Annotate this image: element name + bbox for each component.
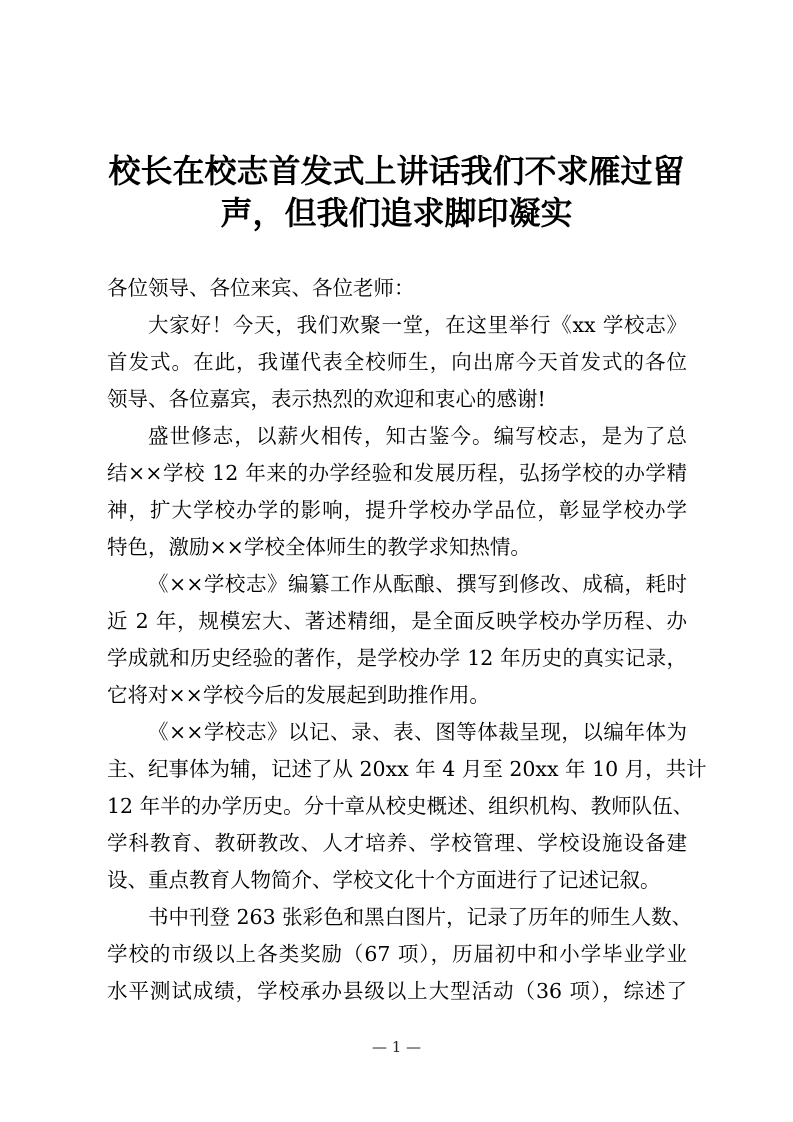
paragraph-5-line-3: 水平测试成绩，学校承办县级以上大型活动（36 项），综述了 [107, 979, 687, 1003]
paragraph-5-line-1: 书中刊登 263 张彩色和黑白图片，记录了历年的师生人数、 [148, 905, 693, 929]
paragraph-2-line-1: 盛世修志，以薪火相传，知古鉴今。编写校志，是为了总 [148, 424, 687, 448]
paragraph-3-line-3: 学成就和历史经验的著作，是学校办学 12 年历史的真实记录， [107, 646, 687, 670]
paragraph-1-line-3: 领导、各位嘉宾，表示热烈的欢迎和衷心的感谢! [107, 387, 546, 411]
paragraph-2-line-2: 结××学校 12 年来的办学经验和发展历程，弘扬学校的办学精 [107, 461, 687, 485]
paragraph-4-line-5: 设、重点教育人物简介、学校文化十个方面进行了记述记叙。 [107, 868, 661, 892]
paragraph-4-line-4: 学科教育、教研教改、人才培养、学校管理、学校设施设备建 [107, 831, 687, 855]
paragraph-4-line-3: 12 年半的办学历史。分十章从校史概述、组织机构、教师队伍、 [107, 794, 694, 818]
paragraph-3-line-2: 近 2 年，规模宏大、著述精细，是全面反映学校办学历程、办 [107, 609, 687, 633]
page-number: — 1 — [371, 1038, 422, 1056]
document-title-line-1: 校长在校志首发式上讲话我们不求雁过留 [108, 152, 685, 190]
paragraph-5-line-2: 学校的市级以上各类奖励（67 项），历届初中和小学毕业学业 [107, 942, 687, 966]
document-title-line-2: 声，但我们追求脚印凝实 [220, 194, 573, 232]
paragraph-3-line-4: 它将对××学校今后的发展起到助推作用。 [107, 683, 490, 707]
paragraph-2-line-4: 特色，激励××学校全体师生的教学求知热情。 [107, 535, 531, 559]
paragraph-2-line-3: 神，扩大学校办学的影响，提升学校办学品位，彰显学校办学 [107, 498, 687, 522]
paragraph-3-line-1: 《××学校志》编纂工作从酝酿、撰写到修改、成稿，耗时 [148, 572, 687, 596]
paragraph-4-line-2: 主、纪事体为辅，记述了从 20xx 年 4 月至 20xx 年 10 月，共计 [107, 757, 707, 781]
paragraph-1-line-2: 首发式。在此，我谨代表全校师生，向出席今天首发式的各位 [107, 350, 687, 374]
paragraph-4-line-1: 《××学校志》以记、录、表、图等体裁呈现，以编年体为 [148, 720, 687, 744]
salutation: 各位领导、各位来宾、各位老师： [107, 276, 415, 300]
paragraph-1-line-1: 大家好！今天，我们欢聚一堂，在这里举行《xx 学校志》 [148, 313, 687, 337]
